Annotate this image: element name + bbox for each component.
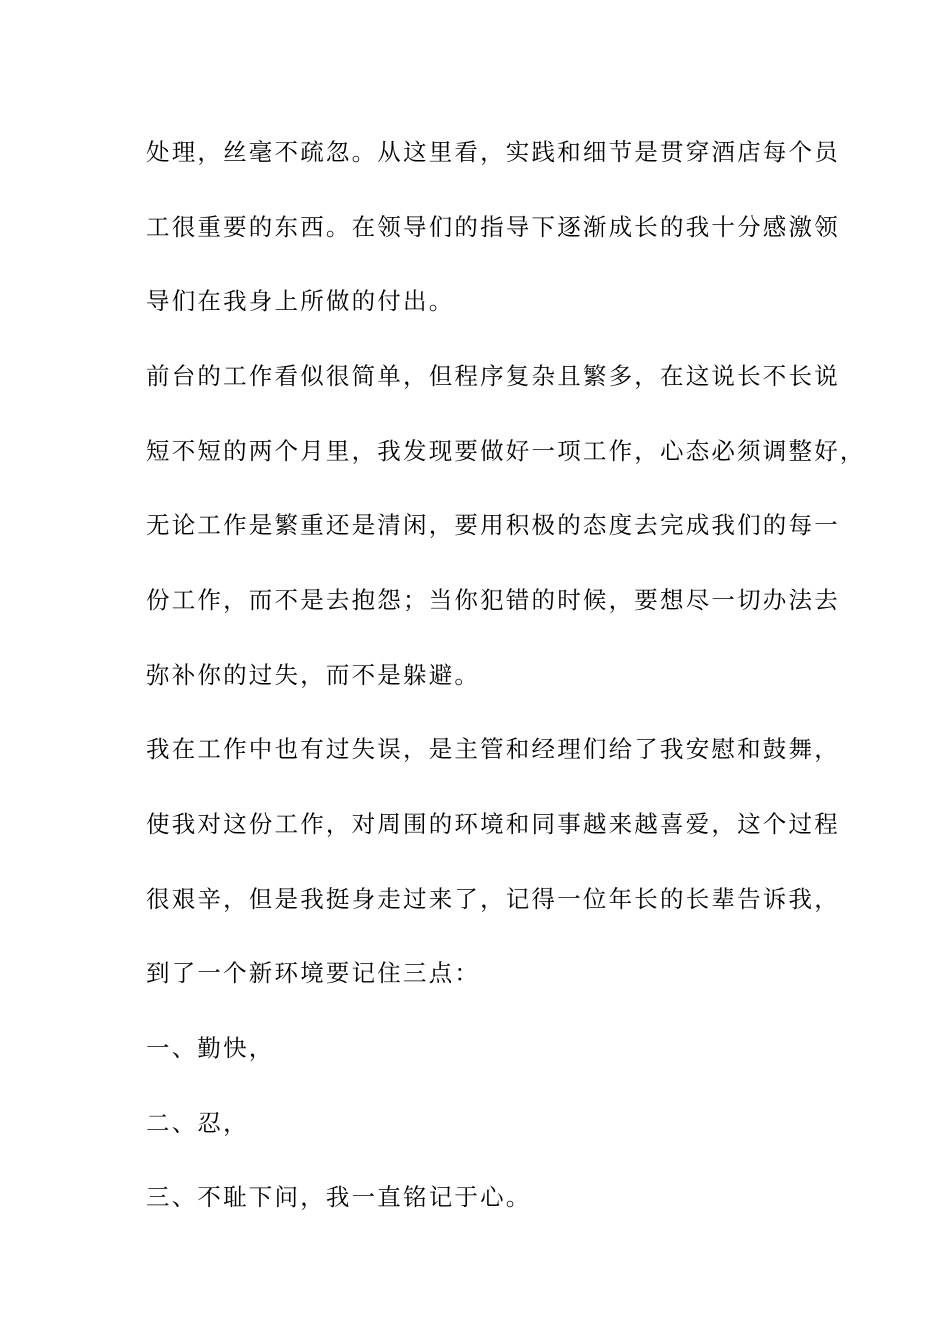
paragraph-1-line-3: 导们在我身上所做的付出。 — [146, 287, 455, 315]
list-item-3: 三、不耻下问，我一直铭记于心。 — [146, 1183, 532, 1211]
paragraph-1-line-1: 处理，丝毫不疏忽。从这里看，实践和细节是贯穿酒店每个员 — [146, 138, 840, 166]
paragraph-2-line-3: 无论工作是繁重还是清闲，要用积极的态度去完成我们的每一 — [146, 511, 840, 539]
paragraph-2-line-5: 弥补你的过失，而不是躲避。 — [146, 661, 481, 689]
paragraph-3-line-3: 很艰辛，但是我挺身走过来了，记得一位年长的长辈告诉我， — [146, 885, 840, 913]
list-item-1: 一、勤快， — [146, 1034, 275, 1062]
paragraph-1-line-2: 工很重要的东西。在领导们的指导下逐渐成长的我十分感激领 — [146, 213, 840, 241]
paragraph-3-line-4: 到了一个新环境要记住三点： — [146, 959, 481, 987]
paragraph-2-line-2: 短不短的两个月里，我发现要做好一项工作，心态必须调整好， — [146, 437, 866, 465]
paragraph-2-line-1: 前台的工作看似很简单，但程序复杂且繁多，在这说长不长说 — [146, 362, 840, 390]
paragraph-3-line-1: 我在工作中也有过失误，是主管和经理们给了我安慰和鼓舞， — [146, 735, 840, 763]
paragraph-2-line-4: 份工作，而不是去抱怨；当你犯错的时候，要想尽一切办法去 — [146, 586, 840, 614]
paragraph-3-line-2: 使我对这份工作，对周围的环境和同事越来越喜爱，这个过程 — [146, 810, 840, 838]
list-item-2: 二、忍， — [146, 1109, 249, 1137]
